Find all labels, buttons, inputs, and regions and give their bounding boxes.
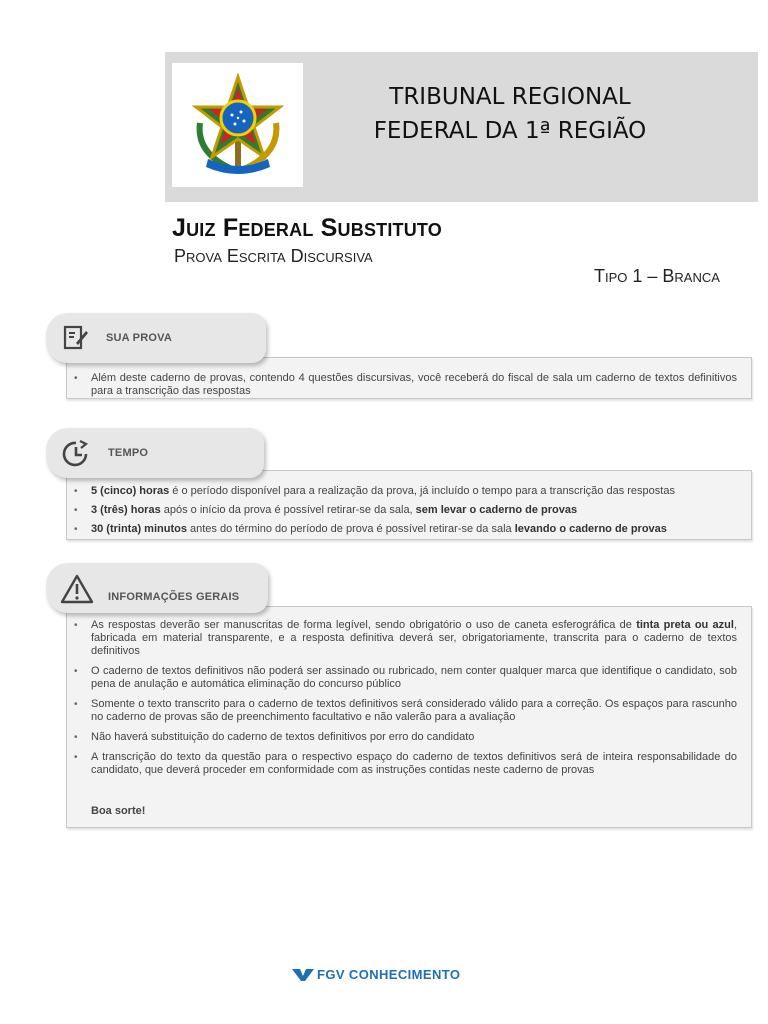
list-item — [91, 485, 737, 498]
list-item: • Somente o texto transcrito para o caderno de textos definitivos será considerado válido para a correção. Os espaços para rascunho no caderno de provas são de preenchimento facultativo e não valerão para a avaliação — [91, 698, 737, 724]
list-item-bold: levando o caderno de provas — [514, 523, 667, 535]
list-item — [91, 619, 737, 658]
sua-prova-tab — [46, 313, 266, 363]
list-item — [91, 504, 737, 517]
list-item-bold: 30 (trinta) minutos — [91, 523, 187, 535]
list-item-text: As respostas deverão ser manuscritas de forma legível, sendo obrigatório o uso de caneta esferográfica de — [91, 619, 637, 631]
sua-prova-box — [66, 357, 752, 399]
footer-logo — [292, 966, 460, 982]
list-item: • Não haverá substituição do caderno de textos definitivos por erro do candidato — [91, 731, 737, 744]
list-item: • A transcrição do texto da questão para o respectivo espaço do caderno de textos definitivos será de inteira responsabilidade do candidato, que deverá proceder em conformidade com as instruções contidas neste caderno de provas — [91, 751, 737, 777]
list-item-text: , fabricada em material transparente, e a resposta definitiva deverá ser, obrigatoriamente, transcrita para o caderno de textos definitivos — [91, 619, 737, 657]
informacoes-label: INFORMAÇÕES GERAIS — [108, 591, 240, 603]
list-item: • O caderno de textos definitivos não poderá ser assinado ou rubricado, nem conter qualquer marca que identifique o candidato, sob pena de anulação e automática eliminação do concurso público — [91, 665, 737, 691]
list-item-text: antes do término do período de prova é possível retirar-se da sala — [186, 523, 515, 535]
list-item-text: após o início da prova é possível retirar-se da sala, — [160, 504, 416, 516]
list-item-bold: tinta preta ou azul — [636, 619, 734, 631]
warning-icon — [60, 573, 94, 605]
tempo-tab — [46, 428, 264, 478]
tempo-label: TEMPO — [108, 447, 149, 459]
court-name-line2: FEDERAL DA 1ª REGIÃO — [373, 118, 647, 144]
informacoes-box — [66, 606, 752, 828]
informacoes-tab — [46, 563, 268, 613]
list-item-bold: 5 (cinco) horas — [91, 485, 170, 497]
exam-subtitle: Prova Escrita Discursiva — [174, 246, 373, 266]
clock-icon — [60, 438, 92, 470]
list-item: • Além deste caderno de provas, contendo 4 questões discursivas, você receberá do fiscal de sala um caderno de textos definitivos para a transcrição das respostas — [91, 372, 737, 398]
exam-type: Tipo 1 – Branca — [594, 266, 720, 286]
court-name-line1: TRIBUNAL REGIONAL — [389, 84, 631, 110]
tempo-box — [66, 470, 752, 540]
court-name — [345, 80, 675, 148]
footer-brand: FGV CONHECIMENTO — [317, 966, 461, 982]
sua-prova-label: SUA PROVA — [106, 332, 172, 344]
edit-document-icon — [60, 323, 90, 353]
list-item-text: é o período disponível para a realização da prova, já incluído o tempo para a transcrição das respostas — [169, 485, 675, 497]
coat-of-arms-icon — [186, 73, 290, 177]
fgv-logo-icon — [292, 967, 314, 981]
coat-of-arms — [172, 63, 303, 187]
list-item-bold: sem levar o caderno de provas — [415, 504, 578, 516]
closing-message: Boa sorte! — [91, 805, 146, 817]
exam-title: Juiz Federal Substituto — [172, 214, 443, 242]
list-item-bold: 3 (três) horas — [91, 504, 161, 516]
list-item — [91, 523, 737, 536]
